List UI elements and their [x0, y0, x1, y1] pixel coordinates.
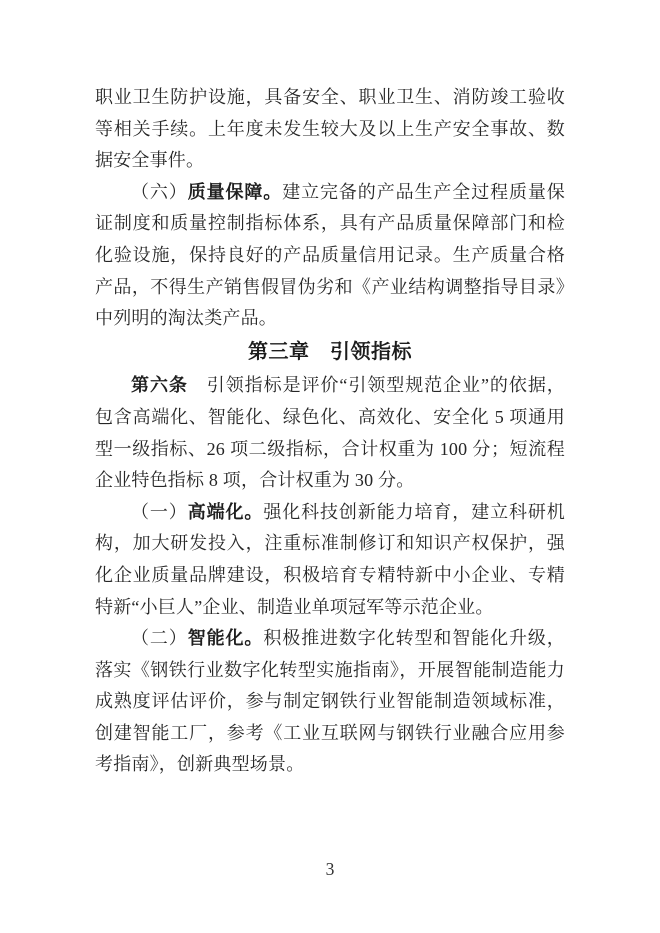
paragraph-article-6 [95, 370, 565, 496]
item-1-number: （一） [131, 501, 188, 522]
paragraph-item-1 [95, 497, 565, 623]
item-1-body-text: 强化科技创新能力培育，建立科研机构，加大研发投入，注重标准制修订和知识产权保护，强化企业质量品牌建设，积极培育专精特新中小企业、专精特新“小巨人”企业、制造业单项冠军等示范企业。 [95, 501, 565, 617]
item-1-title: 高端化。 [187, 501, 264, 522]
item-2-title: 智能化。 [187, 628, 264, 649]
item-2-body-text: 积极推进数字化转型和智能化升级，落实《钢铁行业数字化转型实施指南》，开展智能制造能力成熟度评估评价，参与制定钢铁行业智能制造领域标准，创建智能工厂，参考《工业互联网与钢铁行业融合应用参考指南》，创新典型场景。 [95, 628, 565, 775]
chapter-heading: 第三章 引领指标 [248, 340, 412, 363]
paragraph-quality-clause [95, 177, 565, 335]
clause-body-text: 建立完备的产品生产全过程质量保证制度和质量控制指标体系，具有产品质量保障部门和检化验设施，保持良好的产品质量信用记录。生产质量合格产品，不得生产销售假冒伪劣和《产业结构调整指导目录》中列明的淘汰类产品。 [95, 181, 565, 329]
page-number: 3 [325, 859, 335, 879]
article-body-text: 引领指标是评价“引领型规范企业”的依据，包含高端化、智能化、绿色化、高效化、安全化 5 项通用型一级指标、26 项二级指标，合计权重为 100 分；短流程企业特色指标 8 项，合计权重为 30 分。 [95, 375, 565, 491]
clause-number: （六） [131, 181, 188, 202]
document-body [95, 82, 565, 781]
article-number: 第六条 [131, 375, 188, 396]
paragraph-item-2 [95, 623, 565, 781]
item-2-number: （二） [131, 628, 188, 649]
paragraph-continuation: 职业卫生防护设施，具备安全、职业卫生、消防竣工验收等相关手续。上年度未发生较大及以上生产安全事故、数据安全事件。 [95, 87, 565, 171]
clause-title: 质量保障。 [187, 181, 283, 202]
